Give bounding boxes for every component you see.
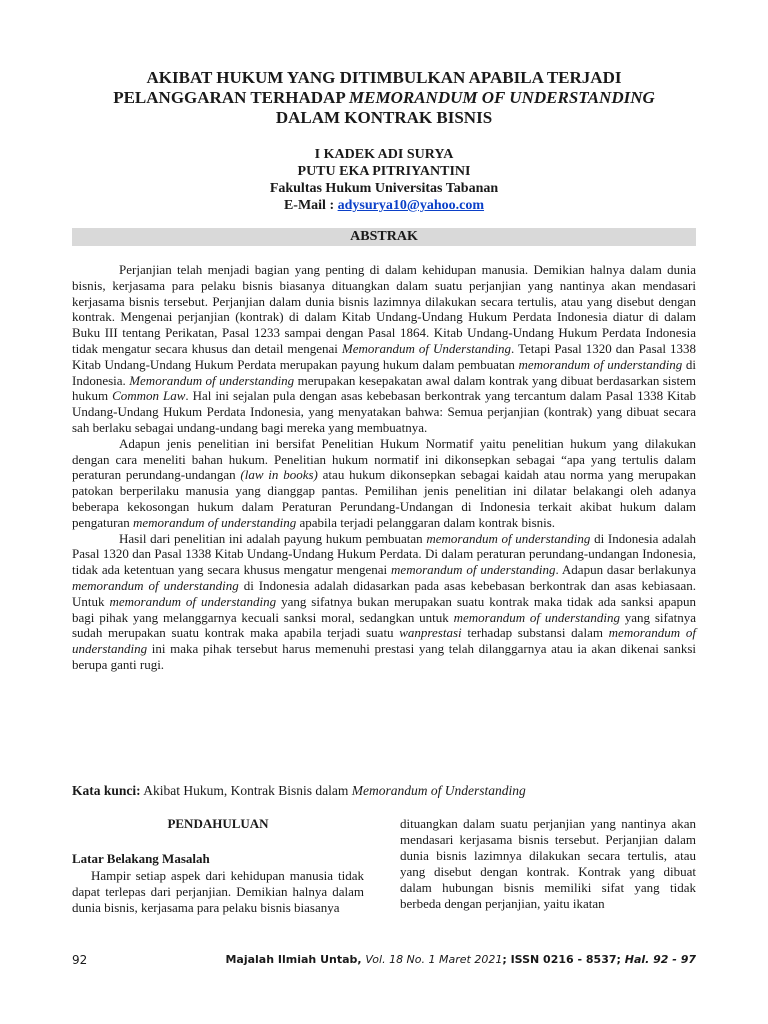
author-1: I KADEK ADI SURYA: [314, 147, 454, 162]
text-run: ini maka pihak tersebut harus memenuhi prestasi yang telah dilanggarnya atau ia akan dikenai sanksi berupa ganti rugi.: [72, 641, 696, 672]
subsection-heading: Latar Belakang Masalah: [72, 851, 210, 866]
keywords: [72, 782, 696, 799]
email-link[interactable]: adysurya10@yahoo.com: [337, 198, 485, 213]
title-line-2-italic: MEMORANDUM OF UNDERSTANDING: [349, 88, 655, 107]
right-column-paragraph: dituangkan dalam suatu perjanjian yang nantinya akan mendasari kerjasama bisnis tersebut. Perjanjian dalam dunia bisnis lazimnya dilakukan secara tertulis, atau yang disebut dengan kontrak. Kontrak yang dibuat dalam hubungan bisnis memiliki sifat yang tidak berbeda dengan perjanjian, yaitu ikatan: [400, 816, 696, 911]
text-run: yang sifatnya sudah merupakan suatu kontrak maka apabila terjadi suatu: [72, 609, 697, 641]
italic-run: memorandum of understanding: [72, 577, 239, 593]
journal-issn: ISSN 0216 - 8537: [510, 953, 617, 966]
left-column-paragraph: Hampir setiap aspek dari kehidupan manusia tidak dapat terlepas dari perjanjian. Demikian halnya dalam dunia bisnis, kerjasama para pelaku bisnis biasanya: [72, 868, 364, 915]
title-line-2: [72, 88, 696, 108]
italic-run: memorandum of understanding: [391, 562, 556, 578]
italic-run: Memorandum of Understanding: [341, 340, 511, 356]
section-heading: PENDAHULUAN: [167, 816, 269, 831]
journal-volume: Vol. 18 No. 1 Maret 2021: [365, 953, 503, 966]
journal-name: Majalah Ilmiah Untab,: [225, 953, 366, 966]
text-run: yang sifatnya bukan merupakan suatu kontrak maka tidak ada sanksi apapun bagi pihak yang melanggarnya kecuali sanksi moral, sedangkan untuk: [72, 593, 696, 625]
text-run: merupakan kesepakatan awal dalam kontrak yang dibuat berdasarkan sistem hukum: [72, 372, 696, 404]
pages-separator: ;: [616, 953, 625, 966]
left-column: [72, 816, 364, 916]
author-block: [72, 146, 696, 214]
title-line-3: DALAM KONTRAK BISNIS: [275, 108, 493, 127]
italic-run: wanprestasi: [399, 625, 462, 641]
text-run: di Indonesia adalah didasarkan pada asas kebebasan berkontrak dan asas kebiasaan. Untuk: [72, 577, 697, 609]
abstract-paragraph-3: [72, 531, 696, 673]
text-run: . Tetapi Pasal 1320 dan Pasal 1338 Kitab Undang-Undang Hukum Perdata merupakan payung hukum dalam pembuatan: [72, 340, 697, 372]
author-2: PUTU EKA PITRIYANTINI: [297, 164, 471, 179]
italic-run: memorandum of understanding: [426, 530, 591, 546]
text-run: . Adapun dasar berlakunya: [555, 562, 696, 578]
text-run: di Indonesia.: [72, 356, 696, 388]
italic-run: memorandum of understanding: [453, 609, 620, 625]
italic-run: Memorandum of understanding: [129, 372, 295, 388]
right-column: [400, 816, 696, 912]
keywords-text: Akibat Hukum, Kontrak Bisnis dalam: [140, 783, 352, 798]
italic-run: memorandum of understanding: [133, 514, 297, 530]
abstract-body: [72, 262, 696, 673]
journal-pages: Hal. 92 - 97: [624, 953, 696, 966]
text-run: . Hal ini sejalan pula dengan asas kebebasan berkontrak yang tercantum dalam Pasal 1338 Kitab Undang-Undang Hukum Perdata Indonesia, yang menyatakan bahwa: Semua perjanjian (kontrak) yang dibuat secara sah berlaku sebagai undang-undang bagi mereka yang membuatnya.: [72, 388, 696, 435]
abstract-heading: ABSTRAK: [72, 228, 696, 246]
text-run: atau hukum dikonsepkan sebagai kaidah atau norma yang merupakan patokan berperilaku manusia yang dianggap pantas. Pemilihan jenis penelitian ini dilatar belakangi oleh adanya beberapa kekosongan hukum dalam Peraturan Perundang-Undangan di Indonesia terkait akibat hukum dalam pengaturan: [72, 467, 696, 530]
journal-citation: [225, 952, 696, 968]
text-run: di Indonesia adalah Pasal 1320 dan Pasal 1338 Kitab Undang-Undang Hukum Perdata. Di dalam peraturan perundang-undangan Indonesia, tidak ada ketentuan yang secara khusus mengatur mengenai: [72, 530, 696, 578]
italic-run: memorandum of understanding: [518, 356, 683, 372]
issn-separator: ;: [502, 953, 511, 966]
email-label: E-Mail :: [283, 198, 338, 213]
text-run: Adapun jenis penelitian ini bersifat Penelitian Hukum Normatif yaitu penelitian hukum yang dilakukan dengan cara meneliti bahan hukum. Penelitian hukum normatif ini dikonsepkan sebagai “apa yang tertulis dalam peraturan perundang-undangan: [72, 435, 696, 483]
italic-run: memorandum of understanding: [109, 593, 277, 609]
title-line-2-prefix: PELANGGARAN TERHADAP: [113, 88, 350, 107]
keywords-label: Kata kunci:: [72, 783, 141, 798]
page-footer: [72, 952, 696, 968]
text-run: apabila terjadi pelanggaran dalam kontrak bisnis.: [296, 514, 556, 530]
text-run: terhadap substansi dalam: [461, 625, 609, 641]
affiliation: Fakultas Hukum Universitas Tabanan: [269, 181, 499, 196]
paper-title: [72, 68, 696, 128]
italic-run: (law in books): [240, 467, 318, 483]
keywords-italic: Memorandum of Understanding: [351, 783, 526, 798]
text-run: Hasil dari penelitian ini adalah payung hukum pembuatan: [119, 530, 427, 546]
abstract-paragraph-2: [72, 436, 696, 531]
italic-run: memorandum of understanding: [72, 625, 696, 657]
italic-run: Common Law: [112, 388, 186, 404]
text-run: Perjanjian telah menjadi bagian yang penting di dalam kehidupan manusia. Demikian halnya dalam dunia bisnis, kerjasama para pelaku bisnis biasanya dituangkan dalam suatu perjanjian yang nantinya akan mendasari kerjasama bisnis tersebut. Perjanjian dalam dunia bisnis lazimnya dilakukan secara tertulis, atau yang disebut dengan kontrak. Mengenai perjanjian (kontrak) di dalam Kitab Undang-Undang Hukum Perdata Indonesia diatur di dalam Buku III tentang Perikatan, Pasal 1233 sampai dengan Pasal 1864. Kitab Undang-Undang Hukum Perdata Indonesia tidak mengatur secara khusus dan detail mengenai: [72, 262, 696, 356]
page-number: 92: [72, 953, 88, 967]
title-line-1: AKIBAT HUKUM YANG DITIMBULKAN APABILA TERJADI: [146, 68, 622, 87]
abstract-paragraph-1: [72, 262, 696, 436]
email-line: [72, 197, 696, 214]
